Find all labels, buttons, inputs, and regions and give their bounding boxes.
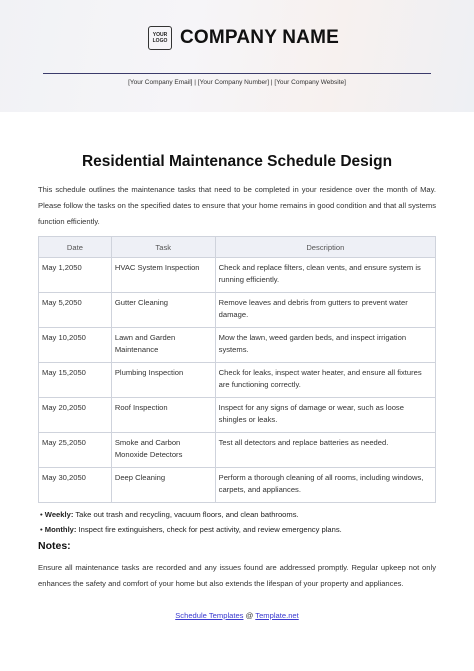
logo-placeholder: YOUR LOGO: [148, 26, 172, 50]
weekly-label: Weekly:: [44, 510, 74, 519]
table-row: [39, 433, 436, 468]
notes-heading: Notes:: [38, 540, 71, 552]
cell-task: Lawn and Garden Maintenance: [111, 328, 215, 363]
cell-task: Smoke and Carbon Monoxide Detectors: [111, 433, 215, 468]
table-header-row: [39, 237, 436, 258]
intro-paragraph: This schedule outlines the maintenance tasks that need to be completed in your residence over the month of May. Please follow the tasks on the specified dates to ensure that your home remains in good condition and that all systems function efficiently.: [38, 185, 436, 226]
cell-description: Check and replace filters, clean vents, and ensure system is running efficiently.: [215, 258, 435, 293]
cell-date: May 10,2050: [39, 328, 112, 363]
cell-description: Remove leaves and debris from gutters to prevent water damage.: [215, 293, 435, 328]
cell-description: Inspect for any signs of damage or wear, such as loose shingles or leaks.: [215, 398, 435, 433]
notes-paragraph: Ensure all maintenance tasks are recorded and any issues found are addressed promptly. Regular upkeep not only enhances the safety and comfort of your home but also extends the lifespan of your property and appliances.: [38, 563, 436, 588]
cell-date: May 30,2050: [39, 468, 112, 503]
maintenance-schedule-table: [38, 236, 436, 503]
contact-line: [Your Company Email] | [Your Company Number] | [Your Company Website]: [128, 79, 346, 86]
cell-date: May 15,2050: [39, 363, 112, 398]
company-name: COMPANY NAME: [180, 27, 339, 48]
document-title: Residential Maintenance Schedule Design: [81, 153, 393, 170]
weekly-item: [40, 510, 299, 519]
cell-description: Mow the lawn, weed garden beds, and inspect irrigation systems.: [215, 328, 435, 363]
table-row: [39, 258, 436, 293]
cell-task: Deep Cleaning: [111, 468, 215, 503]
monthly-item: [40, 525, 342, 534]
bullet-icon: •: [40, 510, 43, 519]
cell-description: Check for leaks, inspect water heater, and ensure all fixtures are functioning correctly.: [215, 363, 435, 398]
table-row: [39, 398, 436, 433]
document-header: [0, 0, 474, 112]
cell-task: HVAC System Inspection: [111, 258, 215, 293]
schedule-templates-link[interactable]: Schedule Templates: [175, 611, 244, 620]
column-header-date: Date: [39, 237, 112, 258]
header-divider: [43, 73, 431, 74]
weekly-text: Take out trash and recycling, vacuum floors, and clean bathrooms.: [73, 510, 299, 519]
table-row: [39, 293, 436, 328]
bullet-icon: •: [40, 525, 43, 534]
table-row: [39, 328, 436, 363]
table-row: [39, 468, 436, 503]
column-header-task: Task: [111, 237, 215, 258]
footer: [0, 611, 474, 620]
cell-task: Plumbing Inspection: [111, 363, 215, 398]
column-header-description: Description: [215, 237, 435, 258]
table-row: [39, 363, 436, 398]
cell-task: Gutter Cleaning: [111, 293, 215, 328]
cell-description: Test all detectors and replace batteries as needed.: [215, 433, 435, 468]
template-net-link[interactable]: Template.net: [255, 611, 299, 620]
footer-separator: @: [243, 611, 256, 620]
cell-date: May 1,2050: [39, 258, 112, 293]
cell-task: Roof Inspection: [111, 398, 215, 433]
monthly-label: Monthly:: [44, 525, 77, 534]
monthly-text: Inspect fire extinguishers, check for pest activity, and review emergency plans.: [76, 525, 342, 534]
cell-description: Perform a thorough cleaning of all rooms, including windows, carpets, and appliances.: [215, 468, 435, 503]
cell-date: May 25,2050: [39, 433, 112, 468]
cell-date: May 20,2050: [39, 398, 112, 433]
cell-date: May 5,2050: [39, 293, 112, 328]
